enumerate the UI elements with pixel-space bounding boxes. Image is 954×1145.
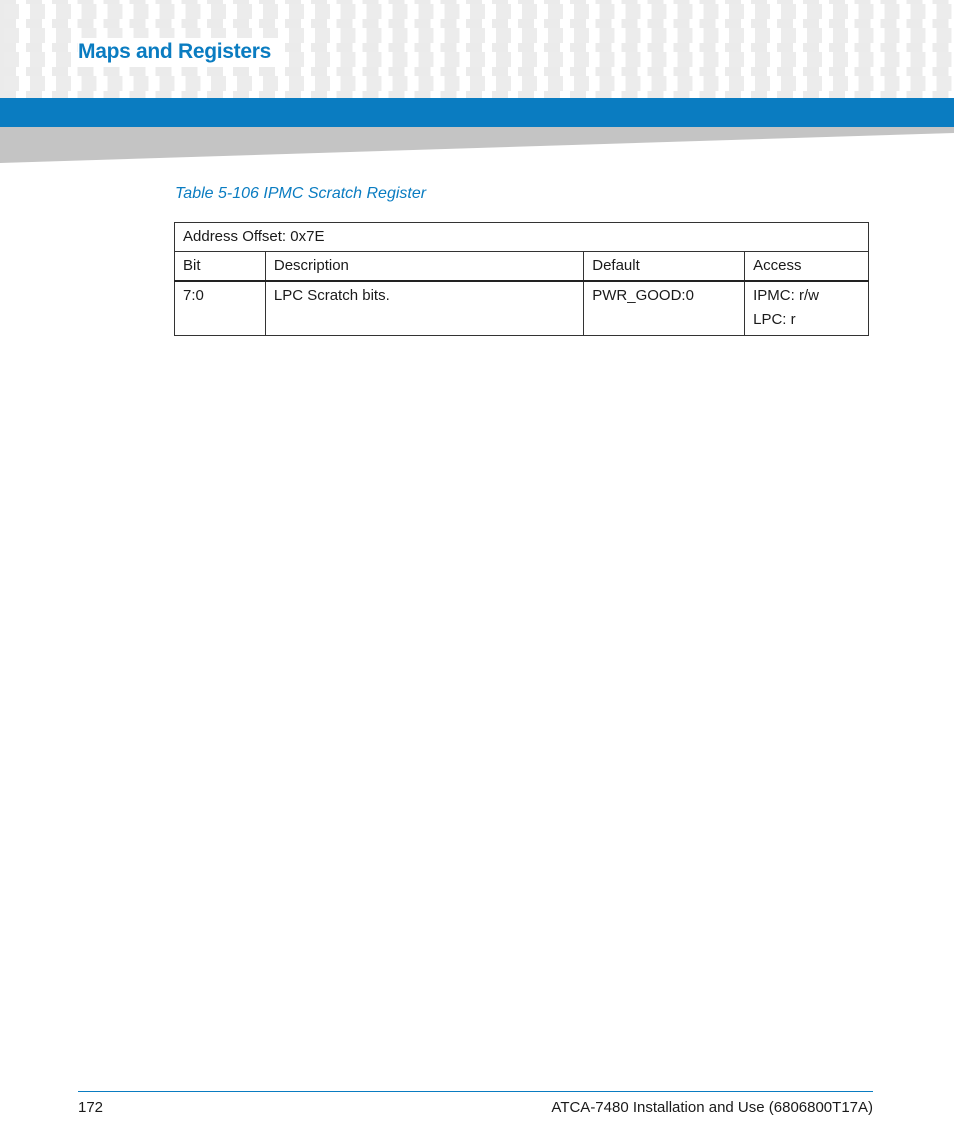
pattern-row: [4, 4, 954, 19]
table-header-row: [175, 252, 869, 282]
page-number: 172: [78, 1099, 104, 1116]
table-row: [175, 281, 869, 335]
column-header-access: Access: [745, 252, 869, 282]
header-blue-bar: [0, 98, 954, 127]
header-gray-wedge: [0, 127, 954, 163]
bit-cell: 7:0: [175, 281, 266, 335]
column-header-bit: Bit: [175, 252, 266, 282]
address-offset-cell: Address Offset: 0x7E: [175, 223, 869, 252]
register-table: [174, 222, 869, 336]
column-header-description: Description: [265, 252, 583, 282]
footer-rule: [78, 1091, 873, 1092]
address-offset-row: [175, 223, 869, 252]
table-caption: Table 5-106 IPMC Scratch Register: [175, 185, 427, 202]
default-cell: PWR_GOOD:0: [584, 281, 745, 335]
access-lpc: LPC: r: [753, 311, 796, 328]
description-cell: LPC Scratch bits.: [265, 281, 583, 335]
column-header-default: Default: [584, 252, 745, 282]
section-title: Maps and Registers: [78, 38, 279, 67]
document-title: ATCA-7480 Installation and Use (6806800T17A): [551, 1099, 873, 1116]
pattern-row: [4, 76, 954, 91]
access-ipmc: IPMC: r/w: [753, 287, 819, 304]
access-cell: [745, 281, 869, 335]
